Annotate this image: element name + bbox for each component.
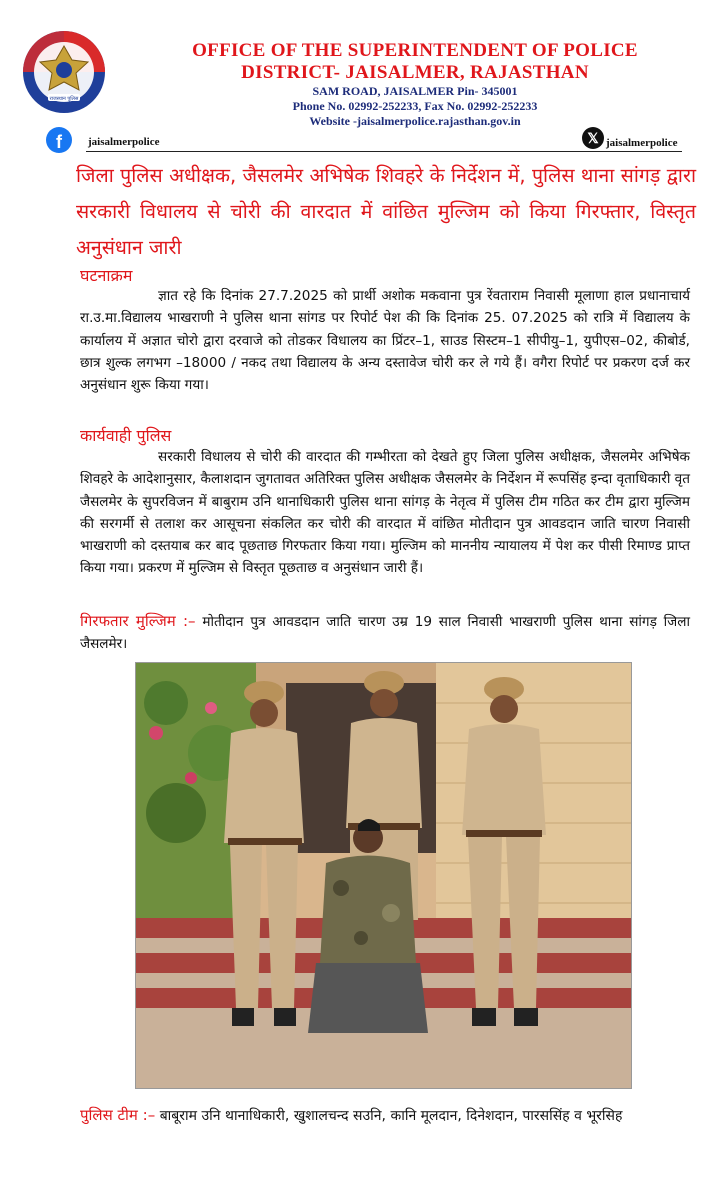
action-text: सरकारी विधालय से चोरी की वारदात की गम्भीरता को देखते हुए जिला पुलिस अधीक्षक, जैसलमेर अभिषेक शिवहरे के आदेशानुसार, कैलाशदान जुगतावत अतिरिक्त पुलिस अधीक्षक जैसलमेर के निर्देशन में रूपसिंह इन्दा वृताधिकारी वृत जैसलमेर के सुपरविजन में बाबुराम उनि थानाधिकारी पुलिस थाना सांगड़ के नेतृत्व में पुलिस टीम गठित कर टीम द्वारा मुल्जिम की सरगर्मी से तलाश कर आसूचना संकलित कर चोरी की वारदात में वांछित मोतीदान पुत्र आवडदान जाति चारण निवासी भाखराणी को दस्तयाब कर बाद पूछताछ गिरफतार किया गया। मुल्जिम को माननीय न्यायालय में पेश कर पीसी रिमाण्ड प्राप्त किया गया। प्रकरण में मुल्जिम से विस्तृत पूछताछ व अनुसंधान जारी हैं। xyxy=(80,449,691,577)
phone-fax: Phone No. 02992-252233, Fax No. 02992-252233 xyxy=(292,99,538,113)
arrested-text: मोतीदान पुत्र आवडदान जाति चारण उम्र 19 साल निवासी भाखराणी पुलिस थाना सांगड़ जिला जैसलमेर। xyxy=(80,614,691,653)
police-team-text: बाबूराम उनि थानाधिकारी, खुशालचन्द सउनि, कानि मूलदान, दिनेशदान, पारससिंह व भूरसिह xyxy=(159,1108,623,1124)
facebook-handle: jaisalmerpolice xyxy=(88,136,160,148)
emblem-motto: राजस्थान पुलिस xyxy=(49,96,79,102)
header-divider xyxy=(86,151,682,152)
address: SAM ROAD, JAISALMER Pin- 345001 xyxy=(312,84,518,98)
x-icon: 𝕏 xyxy=(582,127,604,149)
incident-heading: घटनाक्रम xyxy=(80,266,133,285)
office-title: OFFICE OF THE SUPERINTENDENT OF POLICE xyxy=(192,40,638,61)
website: Website -jaisalmerpolice.rajasthan.gov.in xyxy=(309,114,521,128)
letterhead xyxy=(150,40,680,129)
incident-text: ज्ञात रहे कि दिनांक 27.7.2025 को प्रार्थी अशोक मकवाना पुत्र रेंवताराम निवासी मूलाणा हाल प्रधानाचार्य रा.उ.मा.विद्यालय भाखराणी ने पुलिस थाना सांगड पर रिपोर्ट पेश की कि दिनांक 25. 07.2025 को रात्रि में विद्यालय के कार्यालय में अज्ञात चोरो द्वारा दरवाजे को तोडकर विधालय का प्रिंटर–1, साउड सिस्टम–1 सीपीयु–1, युपीएस–02, कीबोर्ड, छात्र शुल्क लगभग –18000 / नकद तथा विद्यालय के अन्य दस्तावेज चोरी कर ले गये हैं। वगैरा रिपोर्ट पर प्रकरण दर्ज कर अनुसंधान शुरू किया गया। xyxy=(80,288,690,394)
district-title: DISTRICT- JAISALMER, RAJASTHAN xyxy=(241,62,589,83)
x-handle: jaisalmerpolice xyxy=(606,137,678,149)
arrest-photo xyxy=(135,662,632,1089)
rajasthan-police-emblem-icon xyxy=(22,30,106,114)
facebook-icon: f xyxy=(46,127,72,153)
arrested-label: गिरफतार मुल्जिम :– xyxy=(80,612,196,630)
arrested-block xyxy=(80,610,690,656)
headline: जिला पुलिस अधीक्षक, जैसलमेर अभिषेक शिवहरे के निर्देशन में, पुलिस थाना सांगड़ द्वारा सरकारी विधालय से चोरी की वारदात में वांछित मुल्जिम को किया गिरफ्तार, विस्तृत अनुसंधान जारी xyxy=(76,164,696,259)
police-team-block xyxy=(80,1100,690,1131)
police-team-label: पुलिस टीम :– xyxy=(80,1106,156,1124)
action-heading: कार्यवाही पुलिस xyxy=(80,426,172,445)
